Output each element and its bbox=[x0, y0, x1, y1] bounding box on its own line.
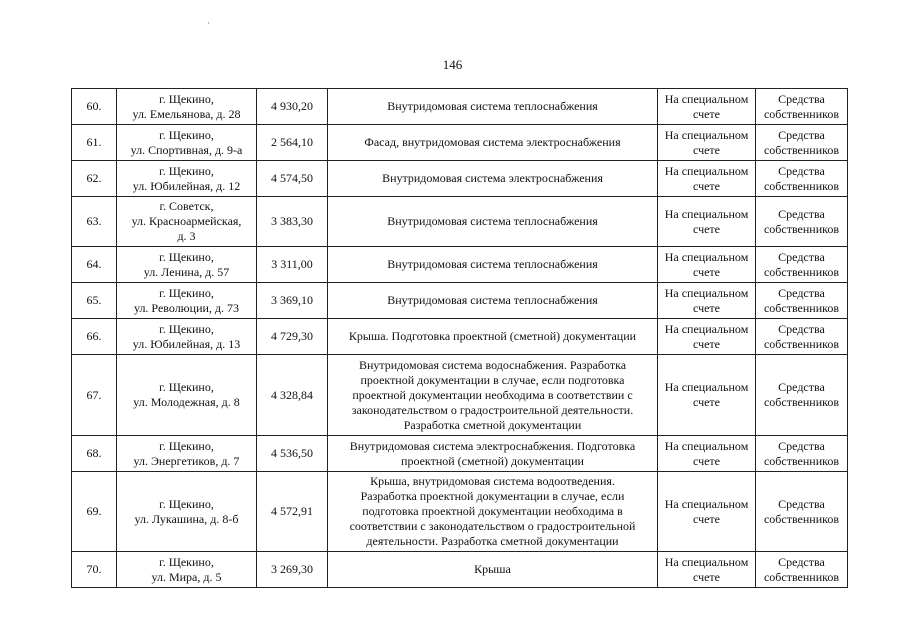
row-number: 66. bbox=[72, 319, 117, 355]
row-number: 62. bbox=[72, 161, 117, 197]
fund-method-cell-line: счете bbox=[692, 300, 721, 315]
amount-cell: 4 930,20 bbox=[257, 89, 328, 125]
works-cell-line: Разработка сметной документации bbox=[403, 417, 582, 432]
table-row bbox=[72, 161, 848, 197]
address-cell bbox=[117, 161, 257, 197]
address-cell-line: ул. Спортивная, д. 9-а bbox=[130, 142, 243, 157]
works-cell-line: Внутридомовая система теплоснабжения bbox=[387, 214, 598, 228]
amount-cell: 2 564,10 bbox=[257, 125, 328, 161]
fund-source-cell-line: Средства bbox=[778, 438, 825, 453]
fund-method-cell-line: На специальном bbox=[664, 380, 749, 394]
fund-method-cell-line: На специальном bbox=[664, 127, 749, 142]
address-cell bbox=[117, 319, 257, 355]
table-row bbox=[72, 552, 848, 588]
fund-method-cell bbox=[658, 319, 756, 355]
address-cell-line: г. Щекино, bbox=[159, 496, 214, 511]
table-row bbox=[72, 283, 848, 319]
works-cell bbox=[328, 319, 658, 355]
amount-cell: 4 328,84 bbox=[257, 355, 328, 436]
table-row bbox=[72, 247, 848, 283]
fund-source-cell bbox=[756, 283, 848, 319]
row-number: 69. bbox=[72, 472, 117, 552]
scan-speck: · bbox=[207, 18, 210, 28]
works-cell bbox=[328, 552, 658, 588]
table-row bbox=[72, 472, 848, 552]
fund-method-cell-line: На специальном bbox=[664, 249, 749, 264]
table-row bbox=[72, 319, 848, 355]
fund-source-cell-line: Средства bbox=[778, 496, 825, 511]
table-row bbox=[72, 89, 848, 125]
fund-source-cell-line: Средства bbox=[778, 127, 825, 142]
fund-source-cell-line: собственников bbox=[763, 178, 840, 193]
address-cell-line: г. Щекино, bbox=[159, 285, 214, 300]
fund-method-cell-line: счете bbox=[692, 569, 721, 584]
address-cell-line: г. Щекино, bbox=[159, 321, 214, 336]
row-number: 65. bbox=[72, 283, 117, 319]
address-cell bbox=[117, 355, 257, 436]
address-cell-line: г. Щекино, bbox=[159, 438, 214, 453]
fund-method-cell bbox=[658, 247, 756, 283]
works-cell bbox=[328, 472, 658, 552]
address-cell-line: ул. Революции, д. 73 bbox=[133, 300, 240, 315]
works-cell-line: деятельности. Разработка сметной документации bbox=[366, 534, 619, 548]
table-body bbox=[72, 89, 848, 588]
fund-source-cell bbox=[756, 319, 848, 355]
address-cell bbox=[117, 552, 257, 588]
works-cell-line: Внутридомовая система теплоснабжения bbox=[387, 99, 598, 113]
address-cell-line: ул. Лукашина, д. 8-б bbox=[134, 511, 239, 526]
works-cell-line: Крыша bbox=[474, 562, 511, 576]
fund-source-cell-line: собственников bbox=[763, 569, 840, 584]
fund-source-cell-line: собственников bbox=[763, 453, 840, 468]
address-cell-line: ул. Ленина, д. 57 bbox=[143, 264, 230, 279]
fund-method-cell-line: счете bbox=[692, 221, 721, 236]
fund-method-cell bbox=[658, 89, 756, 125]
amount-cell: 3 369,10 bbox=[257, 283, 328, 319]
fund-method-cell bbox=[658, 197, 756, 247]
works-cell bbox=[328, 247, 658, 283]
fund-method-cell-line: счете bbox=[692, 453, 721, 468]
fund-source-cell bbox=[756, 197, 848, 247]
works-cell-line: Внутридомовая система теплоснабжения bbox=[387, 293, 598, 307]
address-cell-line: г. Советск, bbox=[159, 199, 214, 213]
address-cell bbox=[117, 89, 257, 125]
fund-source-cell bbox=[756, 436, 848, 472]
works-cell-line: Крыша, внутридомовая система водоотведения. bbox=[370, 474, 615, 488]
fund-source-cell-line: Средства bbox=[778, 163, 825, 178]
fund-source-cell-line: собственников bbox=[763, 511, 840, 526]
row-number: 61. bbox=[72, 125, 117, 161]
fund-source-cell-line: Средства bbox=[778, 380, 825, 394]
amount-cell: 3 311,00 bbox=[257, 247, 328, 283]
address-cell-line: ул. Красноармейская, bbox=[131, 214, 242, 228]
fund-method-cell-line: На специальном bbox=[664, 554, 749, 569]
fund-source-cell-line: Средства bbox=[778, 249, 825, 264]
fund-method-cell-line: На специальном bbox=[664, 91, 749, 106]
fund-source-cell bbox=[756, 161, 848, 197]
address-cell-line: г. Щекино, bbox=[159, 554, 214, 569]
row-number: 67. bbox=[72, 355, 117, 436]
amount-cell: 3 383,30 bbox=[257, 197, 328, 247]
fund-method-cell bbox=[658, 552, 756, 588]
fund-source-cell-line: собственников bbox=[763, 142, 840, 157]
works-cell bbox=[328, 125, 658, 161]
row-number: 63. bbox=[72, 197, 117, 247]
fund-method-cell-line: счете bbox=[692, 106, 721, 121]
works-cell-line: Фасад, внутридомовая система электроснабжения bbox=[364, 135, 621, 149]
row-number: 68. bbox=[72, 436, 117, 472]
fund-method-cell-line: На специальном bbox=[664, 206, 749, 221]
fund-method-cell-line: счете bbox=[692, 264, 721, 279]
works-cell-line: подготовка проектной документации необходима в bbox=[362, 504, 623, 518]
fund-method-cell bbox=[658, 355, 756, 436]
works-cell bbox=[328, 161, 658, 197]
row-number: 70. bbox=[72, 552, 117, 588]
table-row bbox=[72, 355, 848, 436]
address-cell-line: г. Щекино, bbox=[159, 91, 214, 106]
works-cell bbox=[328, 436, 658, 472]
address-cell-line: ул. Юбилейная, д. 12 bbox=[132, 178, 241, 193]
address-cell-line: ул. Молодежная, д. 8 bbox=[133, 395, 240, 409]
works-cell bbox=[328, 89, 658, 125]
fund-source-cell bbox=[756, 125, 848, 161]
fund-method-cell bbox=[658, 436, 756, 472]
address-cell-line: д. 3 bbox=[177, 229, 196, 243]
address-cell bbox=[117, 472, 257, 552]
fund-source-cell-line: Средства bbox=[778, 206, 825, 221]
table-row bbox=[72, 197, 848, 247]
works-cell bbox=[328, 355, 658, 436]
fund-source-cell-line: собственников bbox=[763, 264, 840, 279]
fund-source-cell bbox=[756, 355, 848, 436]
address-cell bbox=[117, 125, 257, 161]
fund-method-cell-line: На специальном bbox=[664, 321, 749, 336]
works-cell-line: Внутридомовая система электроснабжения. Подготовка bbox=[349, 438, 636, 453]
works-cell bbox=[328, 197, 658, 247]
works-cell-line: проектной (сметной) документации bbox=[401, 453, 584, 468]
fund-method-cell-line: счете bbox=[692, 511, 721, 526]
table-row bbox=[72, 436, 848, 472]
works-cell-line: Крыша. Подготовка проектной (сметной) документации bbox=[348, 329, 637, 343]
address-cell-line: г. Щекино, bbox=[159, 163, 214, 178]
fund-method-cell-line: На специальном bbox=[664, 438, 749, 453]
amount-cell: 4 729,30 bbox=[257, 319, 328, 355]
works-cell-line: соответствии с законодательством о градостроительной bbox=[349, 519, 636, 533]
amount-cell: 4 574,50 bbox=[257, 161, 328, 197]
row-number: 60. bbox=[72, 89, 117, 125]
address-cell bbox=[117, 247, 257, 283]
fund-method-cell bbox=[658, 283, 756, 319]
amount-cell: 3 269,30 bbox=[257, 552, 328, 588]
fund-source-cell bbox=[756, 552, 848, 588]
address-cell bbox=[117, 197, 257, 247]
fund-source-cell-line: собственников bbox=[763, 300, 840, 315]
address-cell-line: ул. Мира, д. 5 bbox=[151, 569, 222, 584]
fund-source-cell-line: Средства bbox=[778, 554, 825, 569]
amount-cell: 4 572,91 bbox=[257, 472, 328, 552]
repair-register-table bbox=[71, 88, 848, 588]
works-cell-line: Внутридомовая система электроснабжения bbox=[382, 171, 603, 185]
works-cell-line: Внутридомовая система теплоснабжения bbox=[387, 257, 598, 271]
fund-method-cell-line: На специальном bbox=[664, 496, 749, 511]
page-number: 146 bbox=[442, 57, 463, 72]
works-cell-line: Внутридомовая система водоснабжения. Разработка bbox=[358, 357, 627, 372]
address-cell-line: ул. Юбилейная, д. 13 bbox=[132, 336, 241, 351]
fund-source-cell-line: собственников bbox=[763, 336, 840, 351]
fund-source-cell bbox=[756, 247, 848, 283]
fund-method-cell bbox=[658, 161, 756, 197]
fund-method-cell-line: счете bbox=[692, 142, 721, 157]
address-cell-line: г. Щекино, bbox=[159, 127, 214, 142]
fund-method-cell-line: счете bbox=[692, 178, 721, 193]
works-cell-line: законодательством о градостроительной деятельности. bbox=[351, 402, 634, 417]
address-cell bbox=[117, 283, 257, 319]
fund-method-cell-line: На специальном bbox=[664, 285, 749, 300]
fund-source-cell-line: собственников bbox=[763, 221, 840, 236]
address-cell-line: ул. Емельянова, д. 28 bbox=[132, 106, 241, 121]
fund-source-cell-line: Средства bbox=[778, 321, 825, 336]
fund-method-cell bbox=[658, 472, 756, 552]
fund-source-cell-line: Средства bbox=[778, 91, 825, 106]
fund-method-cell bbox=[658, 125, 756, 161]
fund-source-cell-line: собственников bbox=[763, 395, 840, 409]
works-cell-line: проектной документации в случае, если подготовка bbox=[360, 372, 625, 387]
fund-method-cell-line: счете bbox=[692, 336, 721, 351]
address-cell bbox=[117, 436, 257, 472]
fund-source-cell bbox=[756, 89, 848, 125]
table-row bbox=[72, 125, 848, 161]
address-cell-line: г. Щекино, bbox=[159, 380, 214, 394]
address-cell-line: г. Щекино, bbox=[159, 249, 214, 264]
fund-source-cell-line: Средства bbox=[778, 285, 825, 300]
fund-source-cell-line: собственников bbox=[763, 106, 840, 121]
amount-cell: 4 536,50 bbox=[257, 436, 328, 472]
works-cell-line: проектной документации необходима в соответствии с bbox=[352, 387, 633, 402]
fund-method-cell-line: счете bbox=[692, 395, 721, 409]
works-cell-line: Разработка проектной документации в случае, если bbox=[360, 489, 625, 503]
fund-method-cell-line: На специальном bbox=[664, 163, 749, 178]
address-cell-line: ул. Энергетиков, д. 7 bbox=[133, 453, 240, 468]
fund-source-cell bbox=[756, 472, 848, 552]
works-cell bbox=[328, 283, 658, 319]
row-number: 64. bbox=[72, 247, 117, 283]
